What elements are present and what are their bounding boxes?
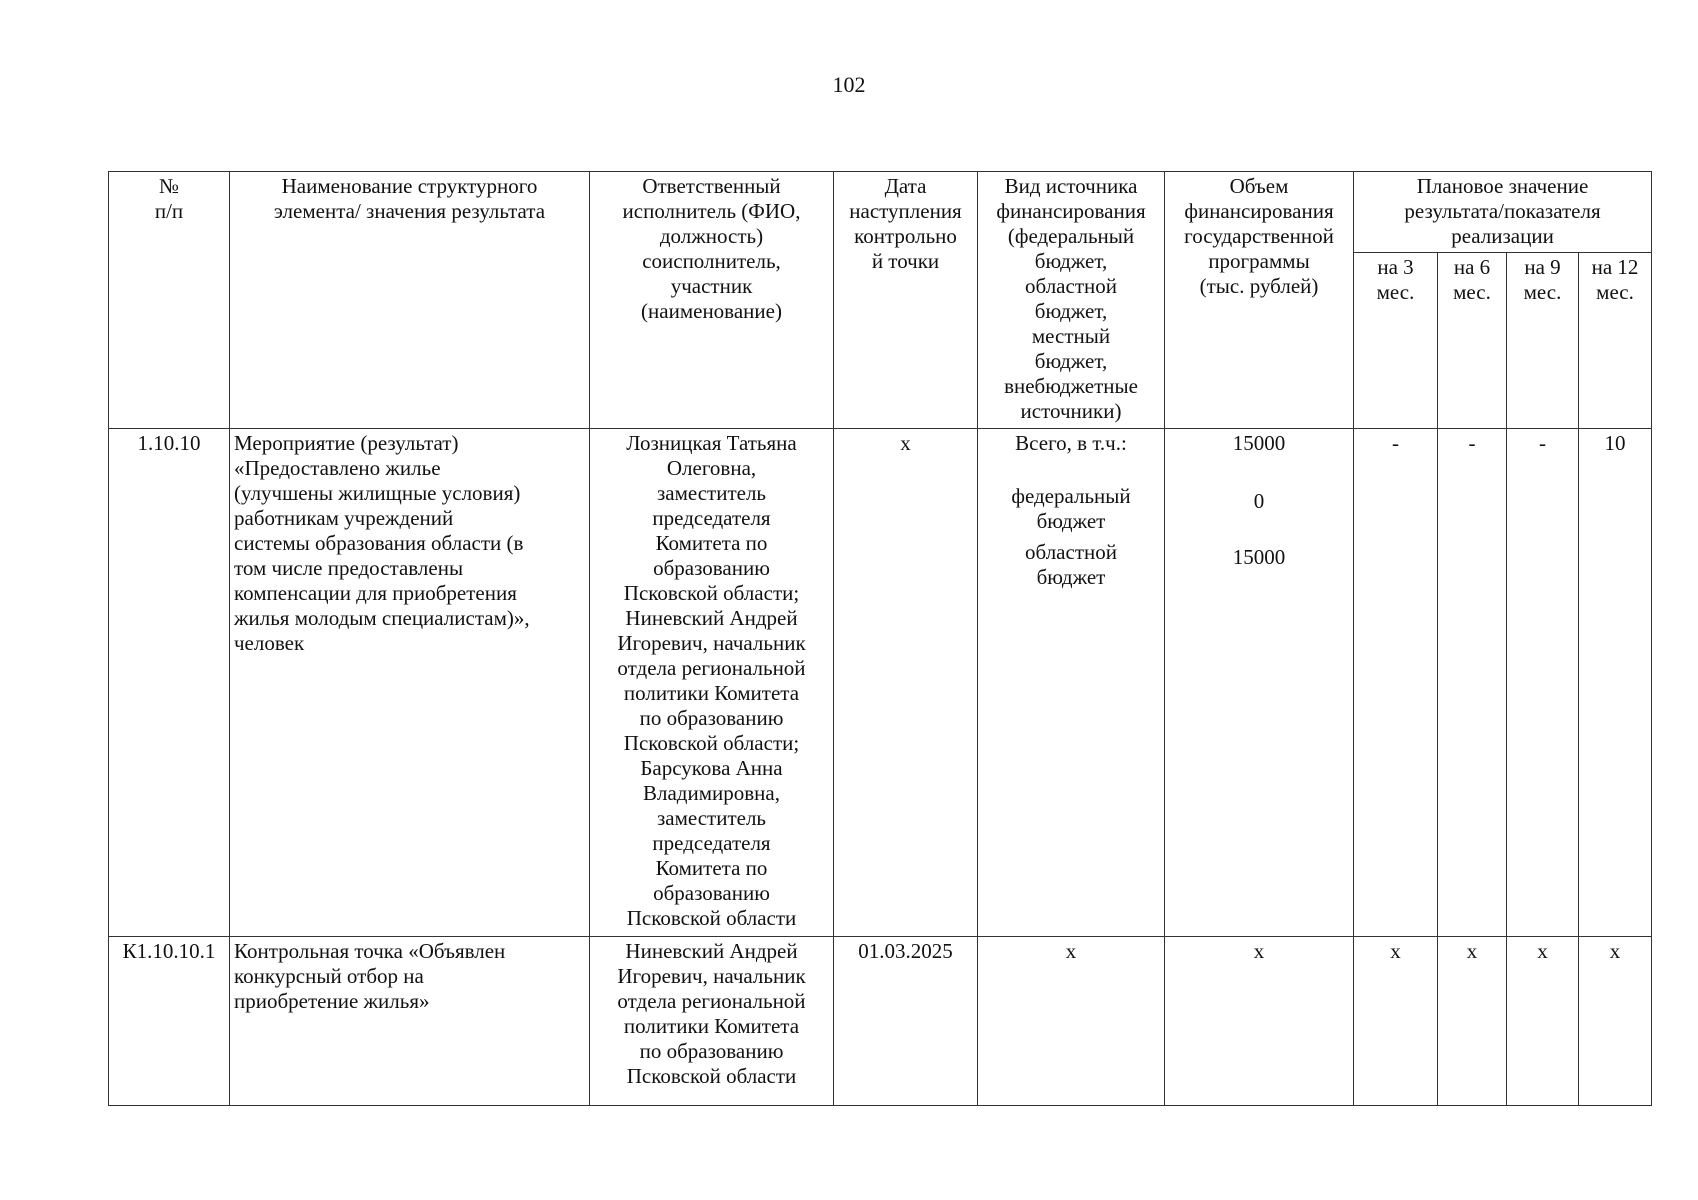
row-name: Мероприятие (результат) «Предоставлено жилье (улучшены жилищные условия) работникам учреждений системы образования области (в том числе предоставлены компенсации для приобретения жилья молодым специалистам)», человек [230, 429, 590, 937]
header-period-12: на 12 мес. [1579, 253, 1652, 429]
row-plan-6: x [1438, 937, 1507, 1106]
row-name: Контрольная точка «Объявлен конкурсный отбор на приобретение жилья» [230, 937, 590, 1106]
row-plan-3: - [1354, 429, 1438, 937]
row-date: 01.03.2025 [834, 937, 978, 1106]
page-number: 102 [832, 72, 866, 97]
row-number: 1.10.10 [109, 429, 230, 937]
row-responsible: Нинeвский Андрей Игоревич, начальник отдела региональной политики Комитета по образованию Псковской области [590, 937, 834, 1106]
header-name: Наименование структурного элемента/ значения результата [230, 172, 590, 429]
row-funding-volume: 15000 0 15000 [1165, 429, 1354, 937]
header-funding-volume: Объем финансирования государственной программы (тыс. рублей) [1165, 172, 1354, 429]
row-funding-source: Всего, в т.ч.: федеральный бюджет областной бюджет [978, 429, 1165, 937]
table-row [109, 429, 1652, 937]
row-plan-12: x [1579, 937, 1652, 1106]
header-planned-value: Плановое значение результата/показателя реализации [1354, 172, 1652, 253]
header-date: Дата наступления контрольно й точки [834, 172, 978, 429]
row-plan-9: - [1507, 429, 1579, 937]
row-funding-source: x [978, 937, 1165, 1106]
row-plan-6: - [1438, 429, 1507, 937]
header-period-9: на 9 мес. [1507, 253, 1579, 429]
row-plan-12: 10 [1579, 429, 1652, 937]
table-row [109, 937, 1652, 1106]
control-points-table [108, 171, 1652, 1106]
header-period-6: на 6 мес. [1438, 253, 1507, 429]
header-number: № п/п [109, 172, 230, 429]
row-number: К1.10.10.1 [109, 937, 230, 1106]
row-plan-9: x [1507, 937, 1579, 1106]
header-responsible: Ответственный исполнитель (ФИО, должность) соисполнитель, участник (наименование) [590, 172, 834, 429]
row-date: x [834, 429, 978, 937]
row-funding-volume: x [1165, 937, 1354, 1106]
header-period-3: на 3 мес. [1354, 253, 1438, 429]
header-funding-source: Вид источника финансирования (федеральный бюджет, областной бюджет, местный бюджет, внебюджетные источники) [978, 172, 1165, 429]
row-plan-3: x [1354, 937, 1438, 1106]
row-responsible: Лозницкая Татьяна Олеговна, заместитель председателя Комитета по образованию Псковской области; Нинeвский Андрей Игоревич, начальник отдела региональной политики Комитета по образованию Псковской области; Барсукова Анна Владимировна, заместитель председателя Комитета по образованию Псковской области [590, 429, 834, 937]
